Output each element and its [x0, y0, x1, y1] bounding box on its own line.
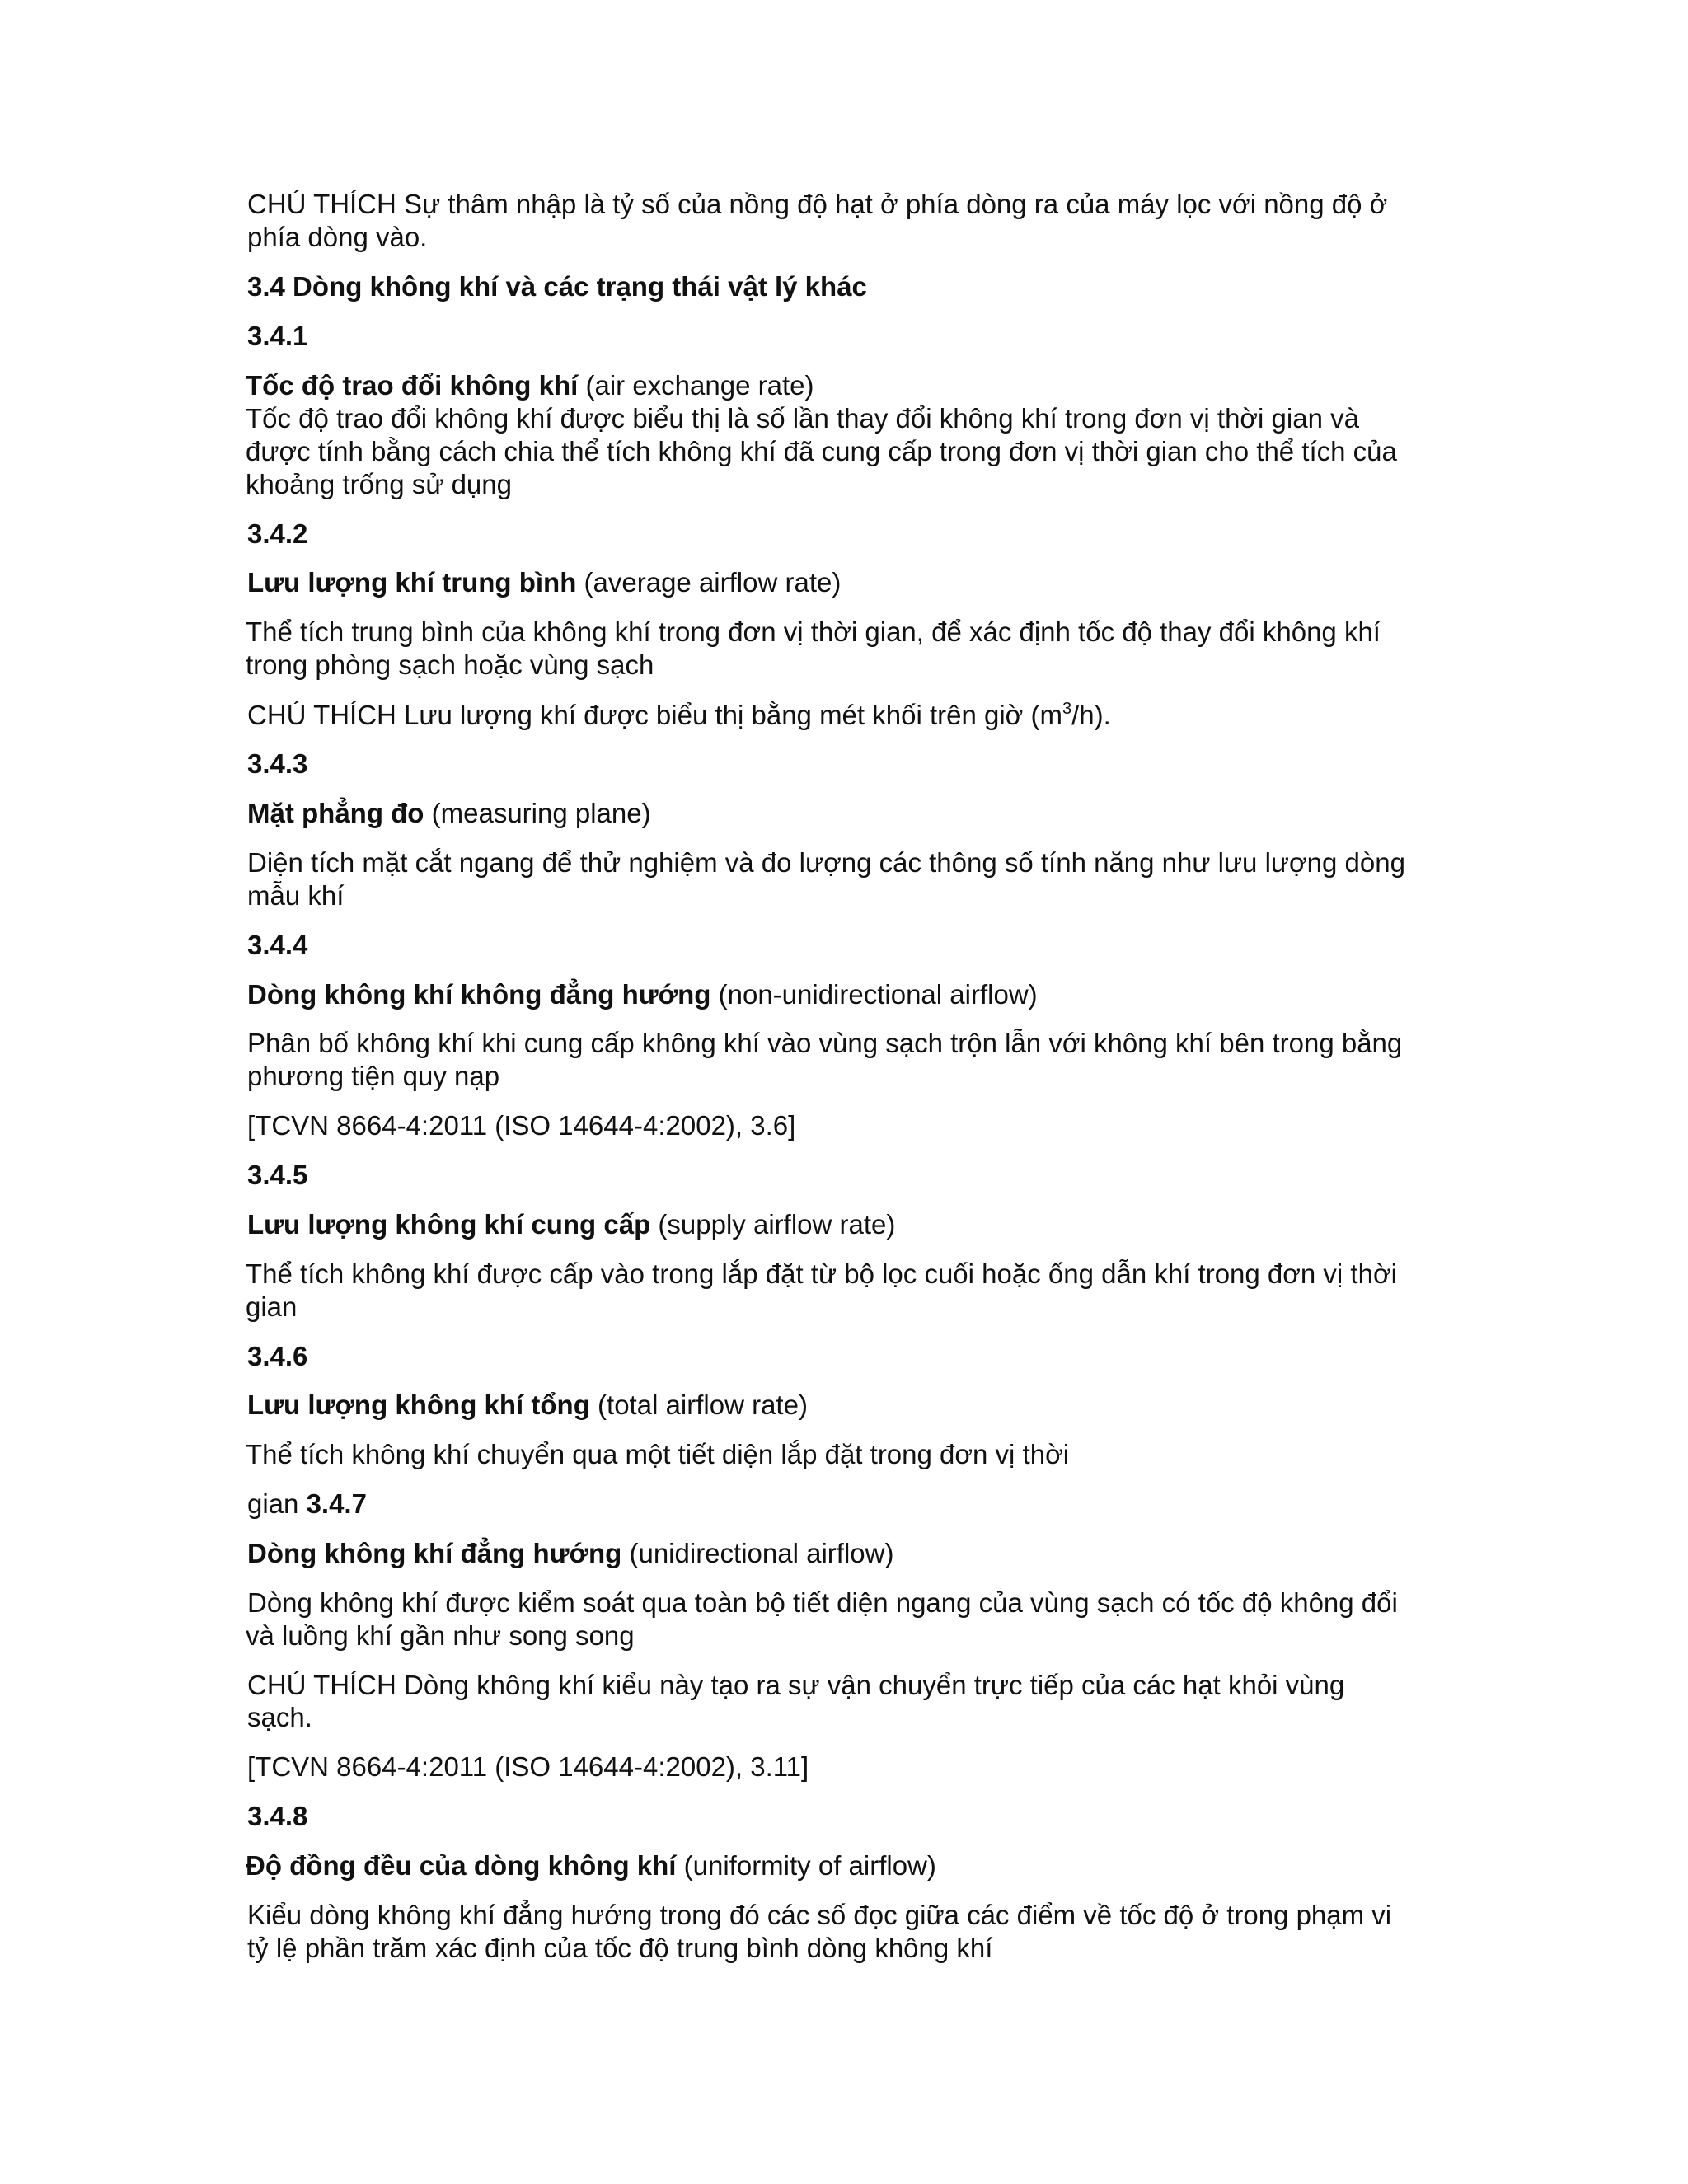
definition-line: gian	[246, 1291, 298, 1322]
definition-line: được tính bằng cách chia thể tích không khí đã cung cấp trong đơn vị thời gian cho thể tích của	[246, 436, 1397, 466]
clause-number: 3.4.3	[247, 748, 308, 779]
definition-line: trong phòng sạch hoặc vùng sạch	[246, 649, 654, 680]
note-superscript: 3	[1062, 700, 1072, 718]
definition-line: khoảng trống sử dụng	[246, 469, 512, 499]
term-en: (air exchange rate)	[585, 370, 814, 401]
clause-number: 3.4.1	[247, 321, 308, 351]
note-line	[247, 699, 1451, 732]
term-en: (measuring plane)	[431, 798, 651, 828]
note-text: /h).	[1071, 700, 1111, 730]
definition-text: gian	[247, 1488, 299, 1519]
definition-line: tỷ lệ phần trăm xác định của tốc độ trung bình dòng không khí	[247, 1933, 993, 1963]
definition-line: Thể tích không khí được cấp vào trong lắp đặt từ bộ lọc cuối hoặc ống dẫn khí trong đơn vị thời	[246, 1258, 1397, 1289]
term-vi: Dòng không khí đẳng hướng	[247, 1538, 622, 1568]
definition-line: mẫu khí	[247, 880, 345, 911]
term-vi: Lưu lượng khí trung bình	[247, 567, 577, 598]
term-line	[247, 797, 1451, 830]
term-en: (unidirectional airflow)	[629, 1538, 894, 1568]
note-text: CHÚ THÍCH Lưu lượng khí được biểu thị bằng mét khối trên giờ (m	[247, 700, 1062, 730]
clause-number: 3.4.5	[247, 1160, 308, 1190]
definition-line: phương tiện quy nạp	[247, 1061, 500, 1091]
term-vi: Độ đồng đều của dòng không khí	[246, 1850, 677, 1881]
term-vi: Lưu lượng không khí tổng	[247, 1390, 590, 1420]
term-line	[246, 369, 1449, 402]
definition-line	[247, 1488, 1451, 1521]
term-line	[247, 978, 1451, 1011]
term-vi: Lưu lượng không khí cung cấp	[247, 1209, 651, 1240]
term-en: (supply airflow rate)	[658, 1209, 896, 1240]
definition-line: Phân bố không khí khi cung cấp không khí vào vùng sạch trộn lẫn với không khí bên trong bằng	[247, 1028, 1403, 1058]
term-vi: Dòng không khí không đẳng hướng	[247, 979, 711, 1010]
clause-number: 3.4.7	[306, 1488, 367, 1519]
term-en: (total airflow rate)	[598, 1390, 808, 1420]
term-line	[247, 1537, 1451, 1570]
term-en: (uniformity of airflow)	[683, 1850, 936, 1881]
term-line	[247, 1208, 1451, 1241]
definition-line: Diện tích mặt cắt ngang để thử nghiệm và đo lượng các thông số tính năng như lưu lượng dòng	[247, 847, 1405, 878]
term-line	[247, 566, 1451, 599]
definition-line: Thể tích trung bình của không khí trong đơn vị thời gian, để xác định tốc độ thay đổi không khí	[246, 616, 1381, 647]
term-vi: Tốc độ trao đổi không khí	[246, 370, 579, 401]
clause-number: 3.4.2	[247, 518, 308, 549]
definition-line: Tốc độ trao đổi không khí được biểu thị là số lần thay đổi không khí trong đơn vị thời gian và	[246, 403, 1359, 434]
definition-line: và luồng khí gần như song song	[246, 1620, 635, 1651]
definition-line: Kiểu dòng không khí đẳng hướng trong đó các số đọc giữa các điểm về tốc độ ở trong phạm vi	[247, 1900, 1392, 1930]
term-vi: Mặt phẳng đo	[247, 798, 424, 828]
term-line	[247, 1389, 1451, 1422]
term-en: (average airflow rate)	[584, 567, 842, 598]
clause-number: 3.4.8	[247, 1801, 308, 1831]
note-line: CHÚ THÍCH Dòng không khí kiểu này tạo ra sự vận chuyển trực tiếp của các hạt khỏi vùng	[247, 1670, 1345, 1700]
note-line: phía dòng vào.	[247, 222, 428, 252]
clause-number: 3.4.6	[247, 1341, 308, 1371]
note-line: CHÚ THÍCH Sự thâm nhập là tỷ số của nồng độ hạt ở phía dòng ra của máy lọc với nồng độ ở	[247, 189, 1388, 219]
section-heading: 3.4 Dòng không khí và các trạng thái vật lý khác	[247, 271, 867, 302]
definition-line: Thể tích không khí chuyển qua một tiết diện lắp đặt trong đơn vị thời	[246, 1439, 1070, 1469]
reference-line: [TCVN 8664-4:2011 (ISO 14644-4:2002), 3.6]	[247, 1110, 796, 1141]
note-line: sạch.	[247, 1702, 312, 1732]
clause-number: 3.4.4	[247, 930, 308, 960]
reference-line: [TCVN 8664-4:2011 (ISO 14644-4:2002), 3.11]	[247, 1751, 809, 1782]
definition-line: Dòng không khí được kiểm soát qua toàn bộ tiết diện ngang của vùng sạch có tốc độ không đổi	[247, 1587, 1398, 1618]
term-en: (non-unidirectional airflow)	[718, 979, 1038, 1010]
term-line	[246, 1849, 1449, 1882]
